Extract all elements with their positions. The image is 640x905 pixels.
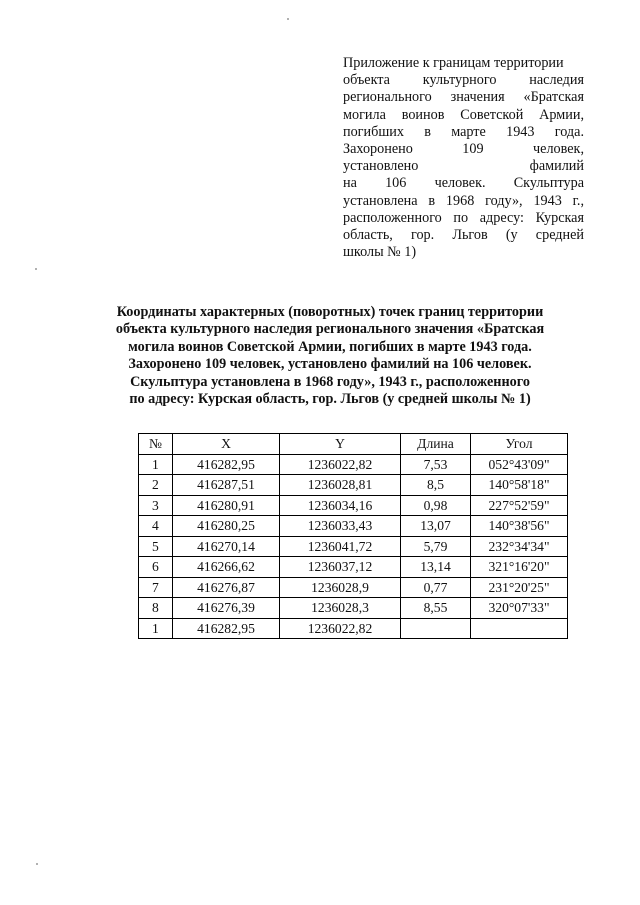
- title-line: объекта культурного наследия регионального значения «Братская: [115, 321, 545, 338]
- header-y: Y: [280, 434, 401, 455]
- cell-angle: 227°52'59": [471, 495, 568, 516]
- appendix-line: могила воинов Советской Армии,: [343, 106, 584, 123]
- table-row: [139, 454, 568, 475]
- table-row: [139, 475, 568, 496]
- scan-speck: [36, 863, 38, 865]
- header-number: №: [139, 434, 173, 455]
- cell-angle: 232°34'34": [471, 536, 568, 557]
- table-header-row: [139, 434, 568, 455]
- appendix-line: Захоронено 109 человек,: [343, 141, 584, 158]
- cell-y: 1236033,43: [280, 516, 401, 537]
- title-line: могила воинов Советской Армии, погибших в марте 1943 года.: [128, 338, 532, 355]
- cell-x: 416280,25: [173, 516, 280, 537]
- cell-number: 7: [139, 577, 173, 598]
- cell-angle: 321°16'20": [471, 557, 568, 578]
- appendix-line: область, гор. Льгов (у средней: [343, 227, 584, 244]
- table-row: [139, 618, 568, 639]
- cell-number: 1: [139, 454, 173, 475]
- table-row: [139, 557, 568, 578]
- appendix-line: Приложение к границам территории: [343, 55, 564, 71]
- cell-y: 1236028,3: [280, 598, 401, 619]
- table-body: [139, 454, 568, 639]
- cell-y: 1236022,82: [280, 454, 401, 475]
- header-x: X: [173, 434, 280, 455]
- cell-x: 416282,95: [173, 618, 280, 639]
- scan-speck: [35, 268, 37, 270]
- scan-speck: [287, 18, 289, 20]
- cell-length: 0,98: [401, 495, 471, 516]
- cell-number: 3: [139, 495, 173, 516]
- coordinates-table: [138, 433, 568, 639]
- appendix-line: погибших в марте 1943 года.: [343, 123, 584, 140]
- cell-length: 0,77: [401, 577, 471, 598]
- cell-y: 1236028,9: [280, 577, 401, 598]
- cell-y: 1236028,81: [280, 475, 401, 496]
- header-length: Длина: [401, 434, 471, 455]
- cell-length: 7,53: [401, 454, 471, 475]
- cell-x: 416276,87: [173, 577, 280, 598]
- table-row: [139, 536, 568, 557]
- cell-length: 8,55: [401, 598, 471, 619]
- cell-x: 416282,95: [173, 454, 280, 475]
- title-line: Координаты характерных (поворотных) точек границ территории: [116, 304, 544, 320]
- appendix-line: школы № 1): [343, 244, 417, 261]
- cell-length: 5,79: [401, 536, 471, 557]
- appendix-line: установлена в 1968 году», 1943 г.,: [343, 192, 584, 209]
- title-line: Скульптура установлена в 1968 году», 1943 г., расположенного: [130, 373, 530, 390]
- cell-angle: 052°43'09": [471, 454, 568, 475]
- cell-x: 416270,14: [173, 536, 280, 557]
- cell-number: 2: [139, 475, 173, 496]
- cell-y: 1236041,72: [280, 536, 401, 557]
- cell-angle: 140°38'56": [471, 516, 568, 537]
- table-row: [139, 495, 568, 516]
- cell-x: 416276,39: [173, 598, 280, 619]
- cell-angle: [471, 618, 568, 639]
- table-row: [139, 598, 568, 619]
- cell-number: 1: [139, 618, 173, 639]
- appendix-line: установлено фамилий: [343, 158, 584, 175]
- document-title: [100, 304, 560, 408]
- appendix-line: регионального значения «Братская: [343, 89, 584, 106]
- appendix-note: [343, 55, 584, 261]
- cell-angle: 140°58'18": [471, 475, 568, 496]
- cell-y: 1236034,16: [280, 495, 401, 516]
- cell-length: 8,5: [401, 475, 471, 496]
- cell-length: 13,07: [401, 516, 471, 537]
- cell-angle: 320°07'33": [471, 598, 568, 619]
- cell-x: 416287,51: [173, 475, 280, 496]
- cell-length: 13,14: [401, 557, 471, 578]
- cell-length: [401, 618, 471, 639]
- cell-number: 6: [139, 557, 173, 578]
- cell-number: 5: [139, 536, 173, 557]
- title-line: по адресу: Курская область, гор. Льгов (у средней школы № 1): [129, 391, 531, 408]
- cell-number: 8: [139, 598, 173, 619]
- cell-angle: 231°20'25": [471, 577, 568, 598]
- cell-x: 416266,62: [173, 557, 280, 578]
- appendix-line: объекта культурного наследия: [343, 72, 584, 89]
- title-line: Захоронено 109 человек, установлено фамилий на 106 человек.: [128, 356, 532, 373]
- header-angle: Угол: [471, 434, 568, 455]
- cell-number: 4: [139, 516, 173, 537]
- appendix-line: расположенного по адресу: Курская: [343, 209, 584, 226]
- table-row: [139, 577, 568, 598]
- cell-y: 1236037,12: [280, 557, 401, 578]
- table-row: [139, 516, 568, 537]
- appendix-line: на 106 человек. Скульптура: [343, 175, 584, 192]
- cell-y: 1236022,82: [280, 618, 401, 639]
- cell-x: 416280,91: [173, 495, 280, 516]
